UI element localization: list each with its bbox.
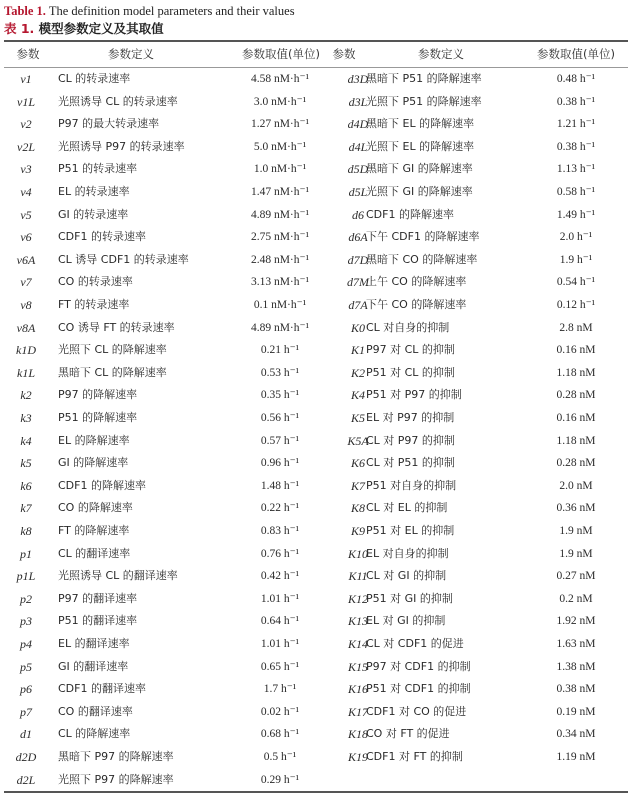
- param-definition: P51 的转录速率: [58, 162, 138, 176]
- param-value: 0.64 h⁻¹: [260, 615, 300, 628]
- table-row: [4, 317, 628, 340]
- param-value: 2.0 h⁻¹: [559, 231, 593, 244]
- param-symbol: p2: [20, 591, 32, 606]
- param-symbol: d7M: [347, 275, 369, 290]
- param-symbol: v6: [20, 230, 32, 245]
- param-definition: 上午 CO 的降解速率: [366, 275, 467, 289]
- param-symbol: p1: [20, 546, 32, 561]
- param-definition: 黑暗下 P97 的降解速率: [58, 750, 174, 763]
- param-symbol: k1L: [17, 365, 35, 380]
- param-value: 0.96 h⁻¹: [260, 457, 300, 470]
- param-definition: 光照诱导 P97 的转录速率: [58, 139, 185, 153]
- param-symbol: v2L: [17, 139, 35, 154]
- param-definition: CO 诱导 FT 的转录速率: [58, 320, 175, 334]
- table-row: [4, 633, 628, 656]
- param-value: 1.48 h⁻¹: [260, 479, 300, 492]
- param-value: 1.19 nM: [556, 751, 596, 763]
- table-row: [4, 113, 628, 136]
- param-value: 1.27 nM·h⁻¹: [250, 118, 310, 131]
- param-symbol: K15: [347, 659, 368, 674]
- param-definition: GI 的降解速率: [58, 456, 129, 470]
- param-symbol: k6: [20, 478, 32, 493]
- param-symbol: k5: [20, 456, 32, 471]
- param-definition: CDF1 对 FT 的抑制: [366, 750, 463, 763]
- param-value: 2.8 nM: [559, 321, 593, 334]
- param-value: 1.49 h⁻¹: [556, 208, 596, 221]
- table-caption-en: Table 1. The definition model parameters and their values: [4, 4, 295, 18]
- param-value: 0.58 h⁻¹: [556, 186, 596, 198]
- param-definition: EL 的翻译速率: [58, 637, 130, 650]
- param-value: 5.0 nM·h⁻¹: [253, 140, 307, 153]
- param-definition: 光照下 GI 的降解速率: [366, 185, 473, 198]
- param-value: 0.57 h⁻¹: [260, 434, 300, 447]
- param-definition: CO 的转录速率: [58, 275, 133, 289]
- param-definition: CL 诱导 CDF1 的转录速率: [58, 252, 189, 266]
- param-value: 1.63 nM: [556, 638, 596, 650]
- table-row: [4, 430, 628, 453]
- param-symbol: k3: [20, 411, 32, 425]
- param-value: 0.48 h⁻¹: [556, 73, 596, 85]
- param-definition: CL 对 EL 的抑制: [366, 501, 448, 515]
- param-symbol: d4L: [348, 139, 368, 154]
- param-symbol: d3L: [348, 94, 368, 109]
- param-symbol: v8A: [16, 320, 36, 335]
- param-definition: 下午 CO 的降解速率: [366, 298, 467, 311]
- param-definition: EL 的转录速率: [58, 185, 130, 198]
- param-symbol: p1L: [16, 569, 36, 584]
- param-symbol: K16: [347, 682, 368, 697]
- param-symbol: d4D: [347, 117, 369, 132]
- param-symbol: k7: [20, 501, 32, 516]
- param-definition: EL 对自身的抑制: [366, 546, 449, 560]
- param-value: 0.65 h⁻¹: [260, 660, 300, 673]
- param-value: 1.7 h⁻¹: [263, 683, 297, 696]
- param-symbol: K11: [348, 569, 368, 584]
- param-symbol: p7: [20, 704, 32, 719]
- table-row: [4, 746, 628, 769]
- param-definition: P97 的最大转录速率: [58, 117, 160, 131]
- param-definition: 光照下 EL 的降解速率: [366, 139, 475, 153]
- param-definition: CL 的降解速率: [58, 727, 131, 741]
- param-definition: CL 对 P97 的抑制: [366, 433, 455, 447]
- param-value: 0.56 h⁻¹: [260, 412, 300, 424]
- param-value: 0.42 h⁻¹: [260, 570, 300, 583]
- param-value: 1.21 h⁻¹: [556, 118, 596, 131]
- param-definition: CL 的翻译速率: [58, 546, 131, 560]
- param-definition: GI 的转录速率: [58, 207, 129, 221]
- param-symbol: d5L: [348, 185, 368, 199]
- param-symbol: p5: [20, 659, 32, 674]
- param-definition: FT 的转录速率: [58, 298, 130, 311]
- param-definition: P51 对 CDF1 的抑制: [366, 682, 471, 696]
- header-param-right: 参数: [332, 47, 356, 61]
- param-value: 0.38 nM: [556, 683, 596, 696]
- param-symbol: d6A: [348, 230, 368, 245]
- param-definition: 光照诱导 CL 的翻译速率: [58, 569, 178, 583]
- param-symbol: K1: [350, 343, 365, 358]
- param-symbol: p6: [20, 682, 32, 697]
- table-row: [4, 136, 628, 159]
- table-row: [4, 249, 628, 272]
- param-definition: P51 的降解速率: [58, 411, 138, 424]
- param-definition: 黑暗下 CL 的降解速率: [58, 365, 167, 379]
- param-value: 2.48 nM·h⁻¹: [250, 253, 310, 266]
- param-definition: P51 对 CL 的抑制: [366, 365, 455, 379]
- param-value: 1.9 nM: [559, 525, 593, 537]
- param-symbol: K7: [350, 478, 365, 493]
- param-value: 1.9 nM: [559, 547, 593, 560]
- param-value: 0.36 nM: [556, 502, 596, 515]
- param-value: 0.21 h⁻¹: [260, 344, 300, 357]
- table-row: [4, 339, 628, 362]
- param-value: 0.28 nM: [556, 457, 596, 470]
- param-definition: P97 对 CL 的抑制: [366, 343, 455, 357]
- param-definition: 光照诱导 CL 的转录速率: [58, 94, 178, 108]
- param-symbol: K0: [350, 320, 365, 335]
- param-definition: P51 对 EL 的抑制: [366, 524, 455, 537]
- table-row: [4, 656, 628, 679]
- param-value: 0.38 h⁻¹: [556, 95, 596, 108]
- param-definition: P51 对自身的抑制: [366, 478, 457, 492]
- param-value: 1.0 nM·h⁻¹: [253, 163, 307, 176]
- param-symbol: v5: [20, 207, 32, 222]
- param-value: 0.12 h⁻¹: [556, 299, 596, 311]
- param-definition: EL 的降解速率: [58, 433, 130, 447]
- param-value: 0.28 nM: [556, 389, 596, 402]
- param-value: 1.01 h⁻¹: [260, 592, 300, 605]
- bottom-rule: [4, 791, 628, 793]
- table-row: [4, 543, 628, 566]
- param-definition: CO 对 FT 的促进: [366, 727, 450, 741]
- table-row: [4, 181, 628, 204]
- param-symbol: d3D: [347, 72, 369, 86]
- table-row: [4, 565, 628, 588]
- param-symbol: K8: [350, 501, 365, 516]
- param-symbol: K5A: [347, 433, 369, 448]
- table-row: [4, 520, 628, 543]
- param-definition: 黑暗下 CO 的降解速率: [366, 252, 478, 266]
- param-value: [524, 769, 628, 792]
- param-value: 1.01 h⁻¹: [260, 638, 300, 650]
- param-symbol: k4: [20, 433, 32, 448]
- table-row: [4, 271, 628, 294]
- param-value: 1.38 nM: [556, 660, 596, 673]
- param-symbol: v4: [20, 185, 32, 199]
- param-definition: P97 的翻译速率: [58, 591, 138, 605]
- param-symbol: K10: [347, 546, 368, 561]
- param-definition: 下午 CDF1 的降解速率: [366, 230, 480, 244]
- param-symbol: d2D: [15, 750, 37, 764]
- param-symbol: d7D: [347, 252, 369, 267]
- param-value: 0.22 h⁻¹: [260, 502, 300, 515]
- param-definition: EL 对 GI 的抑制: [366, 614, 446, 628]
- param-definition: CDF1 对 CO 的促进: [366, 704, 467, 718]
- param-definition: 黑暗下 EL 的降解速率: [366, 117, 475, 131]
- param-value: 0.16 nM: [556, 344, 596, 357]
- param-definition: EL 对 P97 的抑制: [366, 411, 455, 424]
- table-row: [4, 769, 628, 792]
- header-value-left: 参数取值(单位): [242, 47, 320, 61]
- param-symbol: v3: [20, 162, 32, 177]
- param-symbol: p3: [20, 614, 32, 629]
- param-value: 1.47 nM·h⁻¹: [250, 186, 310, 198]
- param-definition: 黑暗下 P51 的降解速率: [366, 72, 482, 85]
- param-value: 0.35 h⁻¹: [260, 389, 300, 402]
- param-symbol: K18: [347, 727, 368, 742]
- table-row: [4, 701, 628, 724]
- param-symbol: d7A: [348, 298, 368, 312]
- param-value: 0.1 nM·h⁻¹: [253, 299, 307, 311]
- param-value: 4.89 nM·h⁻¹: [250, 208, 310, 221]
- param-symbol: v6A: [16, 252, 36, 267]
- param-definition: P97 对 CDF1 的抑制: [366, 659, 471, 673]
- param-symbol: K13: [347, 614, 368, 629]
- param-value: 1.9 h⁻¹: [559, 253, 593, 266]
- table-row: [4, 610, 628, 633]
- table-row: [4, 91, 628, 114]
- table-row: [4, 204, 628, 227]
- param-symbol: k2: [20, 388, 32, 403]
- param-symbol: K5: [350, 411, 365, 425]
- table-row: [4, 384, 628, 407]
- param-definition: CDF1 的降解速率: [366, 207, 454, 221]
- param-symbol: v2: [20, 117, 32, 132]
- param-symbol: K12: [347, 591, 368, 606]
- table-row: [4, 294, 628, 317]
- param-symbol: v8: [20, 298, 32, 312]
- param-value: 0.68 h⁻¹: [260, 728, 300, 741]
- param-value: 0.2 nM: [559, 592, 593, 605]
- table-row: [4, 226, 628, 249]
- param-value: 0.29 h⁻¹: [260, 773, 300, 786]
- param-definition: P97 的降解速率: [58, 388, 138, 402]
- table-row: [4, 475, 628, 498]
- param-definition: CO 的翻译速率: [58, 704, 133, 718]
- param-definition: [366, 769, 536, 792]
- table-row: [4, 158, 628, 181]
- header-definition-right: 参数定义: [418, 47, 464, 61]
- param-definition: 光照下 CL 的降解速率: [58, 343, 167, 357]
- param-symbol: K19: [347, 750, 368, 764]
- param-value: 3.0 nM·h⁻¹: [253, 95, 307, 108]
- param-value: 0.83 h⁻¹: [260, 525, 300, 537]
- table-row: [4, 588, 628, 611]
- param-definition: 光照下 P97 的降解速率: [58, 772, 174, 786]
- param-definition: CL 对 GI 的抑制: [366, 569, 447, 583]
- param-definition: CL 对自身的抑制: [366, 320, 450, 334]
- param-definition: GI 的翻译速率: [58, 659, 129, 673]
- table-caption-zh: 表 1. 模型参数定义及其取值: [4, 21, 164, 36]
- param-symbol: K14: [347, 637, 368, 651]
- param-symbol: d2L: [16, 772, 36, 787]
- table-row: [4, 678, 628, 701]
- table-row: [4, 723, 628, 746]
- param-value: 0.38 h⁻¹: [556, 140, 596, 153]
- table-row: [4, 407, 628, 430]
- param-value: 0.53 h⁻¹: [260, 366, 300, 379]
- param-definition: CL 对 P51 的抑制: [366, 456, 455, 470]
- param-symbol: K17: [347, 704, 368, 719]
- header-value-right: 参数取值(单位): [537, 47, 615, 61]
- param-definition: P51 对 P97 的抑制: [366, 388, 462, 402]
- param-value: 1.13 h⁻¹: [556, 163, 596, 176]
- param-value: 2.0 nM: [559, 479, 593, 492]
- param-definition: FT 的降解速率: [58, 524, 130, 537]
- param-symbol: K2: [350, 365, 365, 380]
- param-definition: P51 的翻译速率: [58, 614, 138, 628]
- header-definition-left: 参数定义: [108, 47, 154, 61]
- param-value: 0.76 h⁻¹: [260, 547, 300, 560]
- header-param-left: 参数: [16, 47, 40, 61]
- param-definition: CL 的转录速率: [58, 72, 131, 85]
- table-row: [4, 497, 628, 520]
- param-symbol: d1: [20, 727, 32, 742]
- param-value: 4.58 nM·h⁻¹: [250, 73, 310, 85]
- param-definition: CL 对 CDF1 的促进: [366, 637, 464, 650]
- param-symbol: d5D: [347, 162, 369, 177]
- param-definition: 黑暗下 GI 的降解速率: [366, 162, 473, 176]
- table-row: [4, 68, 628, 91]
- param-definition: CDF1 的转录速率: [58, 230, 146, 244]
- table-row: [4, 362, 628, 385]
- param-value: 1.92 nM: [556, 615, 596, 628]
- param-value: 0.16 nM: [556, 412, 596, 424]
- param-symbol: v1L: [17, 94, 35, 109]
- param-symbol: K9: [350, 524, 365, 538]
- param-symbol: k1D: [16, 343, 36, 358]
- param-value: 0.5 h⁻¹: [263, 751, 297, 763]
- param-definition: 光照下 P51 的降解速率: [366, 94, 482, 108]
- param-value: 3.13 nM·h⁻¹: [250, 276, 310, 289]
- param-symbol: d6: [352, 207, 364, 222]
- param-symbol: k8: [20, 524, 32, 538]
- param-value: 0.34 nM: [556, 728, 596, 741]
- param-symbol: v7: [20, 275, 32, 290]
- param-value: 4.89 nM·h⁻¹: [250, 321, 310, 334]
- param-value: 0.27 nM: [556, 570, 596, 583]
- param-value: 2.75 nM·h⁻¹: [250, 231, 310, 244]
- param-definition: CO 的降解速率: [58, 501, 133, 515]
- param-value: 0.19 nM: [556, 705, 596, 718]
- param-value: 1.18 nM: [556, 434, 596, 447]
- param-symbol: K4: [350, 388, 365, 403]
- param-value: 0.02 h⁻¹: [260, 705, 300, 718]
- param-symbol: p4: [20, 637, 32, 651]
- param-definition: P51 对 GI 的抑制: [366, 591, 453, 605]
- param-symbol: K6: [350, 456, 365, 471]
- param-symbol: v1: [20, 72, 32, 86]
- param-definition: CDF1 的翻译速率: [58, 682, 146, 696]
- param-value: 0.54 h⁻¹: [556, 276, 596, 289]
- table-row: [4, 452, 628, 475]
- param-definition: CDF1 的降解速率: [58, 478, 146, 492]
- param-value: 1.18 nM: [556, 366, 596, 379]
